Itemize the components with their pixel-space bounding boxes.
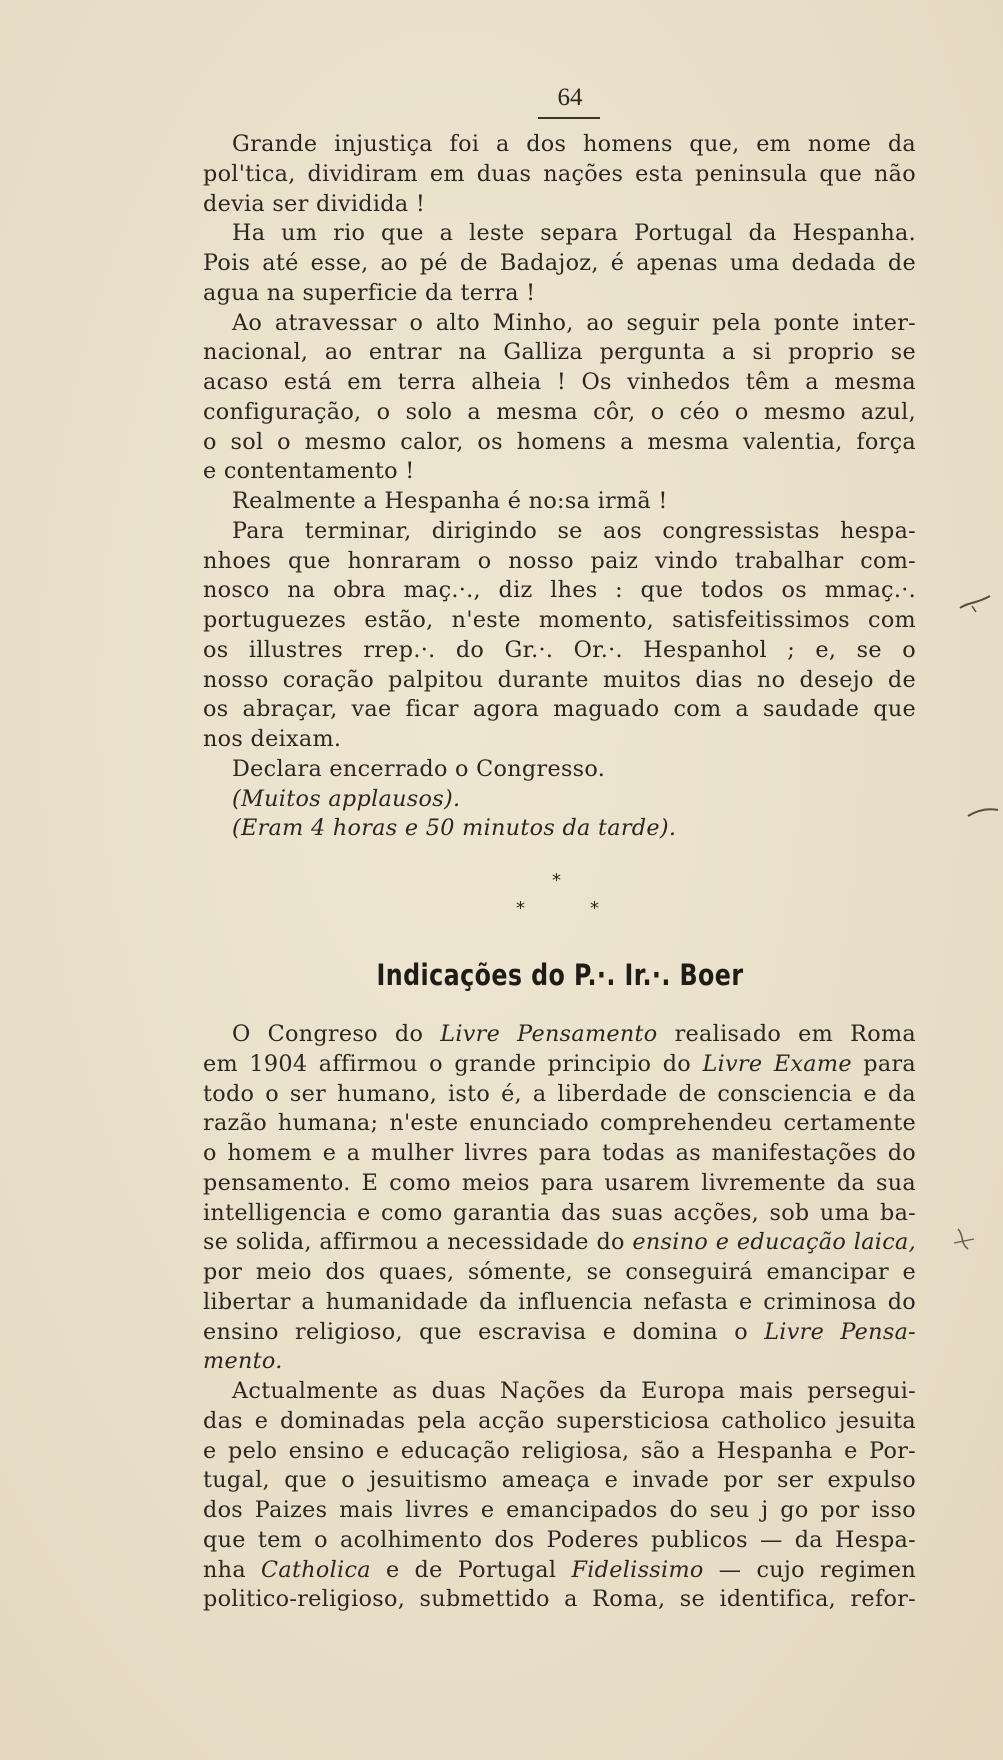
page-number-underline xyxy=(538,117,600,119)
italic-term: ensino e educação laica, xyxy=(632,1229,916,1256)
text-run: se solida, affirmou a necessidade do xyxy=(203,1229,633,1256)
text-line: acaso está em terra alheia ! Os vinhedos têm a mesma xyxy=(203,369,916,395)
asterisk-ornament: * xyxy=(590,898,599,919)
text-line: portuguezes estão, n'este momento, satisfeitissimos com xyxy=(203,607,916,633)
text-line: politico-religioso, submettido a Roma, se identifica, refor- xyxy=(203,1586,916,1613)
text-line: nosso coração palpitou durante muitos dias no desejo de xyxy=(203,666,916,693)
ink-smudge-mark xyxy=(966,800,1000,826)
italic-term: Fidelissimo xyxy=(571,1556,704,1583)
italic-term: Livre Pensa- xyxy=(764,1318,916,1345)
paragraph xyxy=(203,1377,916,1615)
text-line: das e dominadas pela acção supersticiosa catholico jesuita xyxy=(203,1407,916,1434)
text-line: nhoes que honraram o nosso paiz vindo trabalhar com- xyxy=(203,547,916,574)
congress-closing-text xyxy=(203,130,916,844)
text-line: Ha um rio que a leste separa Portugal da Hespanha. xyxy=(232,220,916,247)
paragraph xyxy=(203,1020,916,1377)
text-line: e pelo ensino e educação religiosa, são a Hespanha e Por- xyxy=(203,1437,916,1464)
text-run: nha xyxy=(203,1556,262,1583)
italic-term: mento. xyxy=(203,1348,283,1375)
paragraph xyxy=(203,755,916,785)
text-line: nos deixam. xyxy=(203,726,342,752)
paragraph xyxy=(203,130,916,219)
text-line: e contentamento ! xyxy=(203,458,415,485)
text-line: nosco na obra maç.·., diz lhes : que todos os mmaç.·. xyxy=(203,577,916,604)
text-line: Realmente a Hespanha é no:sa irmã ! xyxy=(232,488,668,514)
text-run: ensino religioso, que escravisa e domina o xyxy=(203,1318,765,1345)
asterisk-ornament: * xyxy=(552,870,561,891)
text-run: e de Portugal xyxy=(370,1556,572,1583)
text-line: Ao atravessar o alto Minho, ao seguir pela ponte inter- xyxy=(232,309,916,336)
asterisk-ornament: * xyxy=(516,898,525,919)
text-run: para xyxy=(851,1050,917,1077)
page-number: 64 xyxy=(557,84,583,111)
text-line: nacional, ao entrar na Galliza pergunta a si proprio se xyxy=(203,339,916,366)
ink-smudge-mark xyxy=(948,1225,982,1251)
text-line: libertar a humanidade da influencia nefasta e criminosa do xyxy=(203,1288,916,1315)
text-line: os abraçar, vae ficar agora maguado com a saudade que xyxy=(203,696,916,723)
text-line: Pois até esse, ao pé de Badajoz, é apenas uma dedada de xyxy=(203,250,916,276)
text-line xyxy=(203,1020,916,1050)
paragraph xyxy=(203,487,916,517)
paragraph xyxy=(203,309,916,488)
text-line: Para terminar, dirigindo se aos congressistas hespa- xyxy=(232,517,916,544)
text-run: O Congreso do xyxy=(232,1021,441,1047)
text-line: Actualmente as duas Nações da Europa mais persegui- xyxy=(232,1378,916,1404)
text-line xyxy=(203,1050,916,1080)
text-line: todo o ser humano, isto é, a liberdade de consciencia e da xyxy=(203,1080,916,1107)
text-line: Declara encerrado o Congresso. xyxy=(232,755,606,782)
ink-smudge-mark xyxy=(958,590,992,616)
text-line: Grande injustiça foi a dos homens que, em nome da xyxy=(232,131,916,157)
text-line: configuração, o solo a mesma côr, o céo o mesmo azul, xyxy=(203,398,916,425)
text-run: — cujo regimen xyxy=(703,1556,916,1583)
paragraph xyxy=(203,219,916,308)
italic-term: Catholica xyxy=(261,1556,371,1583)
text-line: pensamento. E como meios para usarem livremente da sua xyxy=(203,1169,916,1196)
text-line: pol'tica, dividiram em duas nações esta peninsula que não xyxy=(203,160,916,187)
text-line: devia ser dividida ! xyxy=(203,190,426,217)
text-line: agua na superficie da terra ! xyxy=(203,279,536,306)
text-line: que tem o acolhimento dos Poderes publicos — da Hespa- xyxy=(203,1526,916,1553)
text-run: realisado em Roma xyxy=(657,1021,916,1047)
section-separator xyxy=(510,870,610,930)
boer-indications-text xyxy=(203,1020,916,1615)
text-line xyxy=(203,1347,916,1377)
applause-note: (Muitos applausos). xyxy=(232,785,461,812)
text-line: dos Paizes mais livres e emancipados do seu j go por isso xyxy=(203,1497,916,1523)
text-run: em 1904 affirmou o grande principio do xyxy=(203,1050,703,1077)
text-line: o sol o mesmo calor, os homens a mesma valentia, força xyxy=(203,428,916,455)
text-line xyxy=(203,1228,916,1258)
text-line: o homem e a mulher livres para todas as manifestações do xyxy=(203,1140,916,1166)
text-line: por meio dos quaes, sómente, se conseguirá emancipar e xyxy=(203,1259,916,1285)
text-line: os illustres rrep.·. do Gr.·. Or.·. Hespanhol ; e, se o xyxy=(203,636,916,663)
paragraph xyxy=(203,517,916,755)
text-line xyxy=(203,1556,916,1586)
italic-term: Livre Exame xyxy=(702,1050,852,1077)
text-line xyxy=(203,1318,916,1348)
text-line: razão humana; n'este enunciado comprehendeu certamente xyxy=(203,1110,916,1137)
section-heading: Indicações do P.·. Ir.·. Boer xyxy=(376,958,744,992)
text-line: intelligencia e como garantia das suas acções, sob uma ba- xyxy=(203,1199,916,1226)
italic-term: Livre Pensamento xyxy=(440,1021,658,1047)
text-line: tugal, que o jesuitismo ameaça e invade por ser expulso xyxy=(203,1467,916,1494)
time-note: (Eram 4 horas e 50 minutos da tarde). xyxy=(232,815,677,842)
